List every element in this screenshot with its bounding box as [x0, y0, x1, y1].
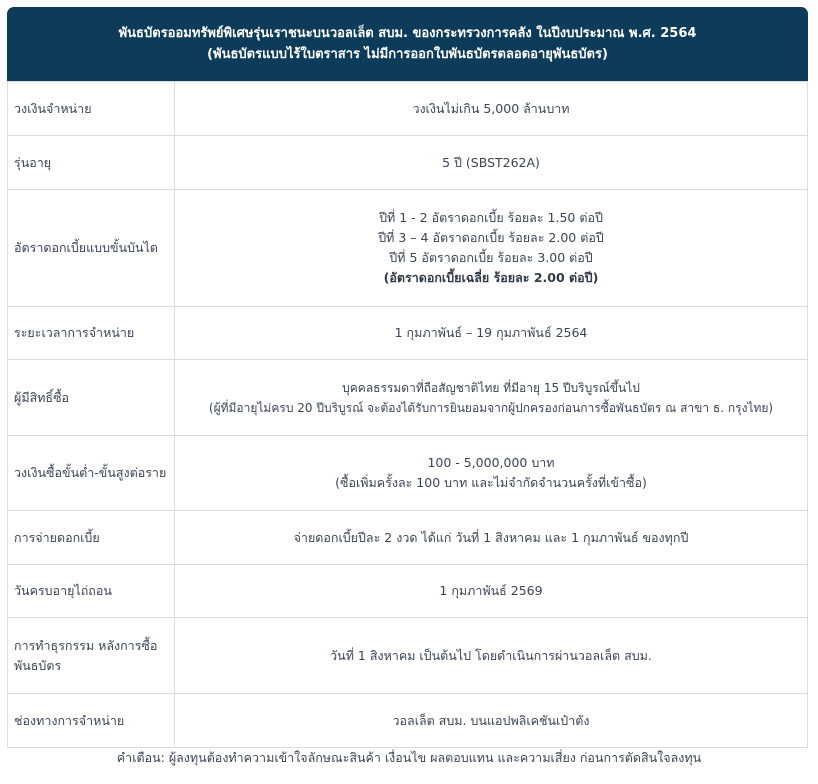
header-title-line-1: พันธบัตรออมทรัพย์พิเศษรุ่นเราชนะบนวอลเล็ต สบม. ของกระทรวงการคลัง ในปีงบประมาณ พ.ศ. 2564 — [118, 26, 697, 41]
table-header — [7, 7, 808, 81]
table-row-purchase-limit — [8, 436, 808, 511]
investment-warning: คำเตือน: ผู้ลงทุนต้องทำความเข้าใจลักษณะสินค้า เงื่อนไข ผลตอบแทน และความเสี่ยง ก่อนการตัดสินใจลงทุน — [116, 750, 702, 765]
value-line: ปีที่ 5 อัตราดอกเบี้ย ร้อยละ 3.00 ต่อปี — [389, 250, 593, 265]
row-label: รุ่นอายุ — [8, 136, 175, 190]
average-rate-line: (อัตราดอกเบี้ยเฉลี่ย ร้อยละ 2.00 ต่อปี) — [383, 270, 599, 285]
row-value — [175, 307, 808, 360]
bond-info-card — [7, 7, 808, 748]
value-line: วอลเล็ต สบม. บนแอปพลิเคชันเป๋าตัง — [392, 712, 590, 728]
row-label: การจ่ายดอกเบี้ย — [8, 511, 175, 565]
header-title-line-2: (พันธบัตรแบบไร้ใบตราสาร ไม่มีการออกใบพันธบัตรตลอดอายุพันธบัตร) — [207, 47, 608, 62]
row-label: การทำธุรกรรม หลังการซื้อพันธบัตร — [8, 618, 175, 694]
table-row-interest-payment — [8, 511, 808, 565]
value-line: วันที่ 1 สิงหาคม เป็นต้นไป โดยดำเนินการผ่านวอลเล็ต สบม. — [330, 647, 652, 663]
row-value — [175, 565, 808, 618]
row-value — [175, 82, 808, 136]
row-value — [175, 694, 808, 748]
table-row-interest-rate — [8, 190, 808, 307]
row-value — [175, 436, 808, 511]
table-row-maturity-date — [8, 565, 808, 618]
row-label: วงเงินซื้อขั้นต่ำ-ขั้นสูงต่อราย — [8, 436, 175, 511]
row-value — [175, 190, 808, 307]
value-line: 100 - 5,000,000 บาท — [427, 455, 555, 470]
value-line: วงเงินไม่เกิน 5,000 ล้านบาท — [412, 100, 570, 116]
row-value — [175, 618, 808, 694]
row-value — [175, 511, 808, 565]
row-label: ระยะเวลาการจำหน่าย — [8, 307, 175, 360]
table-row-eligibility — [8, 360, 808, 436]
value-line: (ซื้อเพิ่มครั้งละ 100 บาท และไม่จำกัดจำนวนครั้งที่เข้าซื้อ) — [335, 475, 647, 490]
value-line: จ่ายดอกเบี้ยปีละ 2 งวด ได้แก่ วันที่ 1 สิงหาคม และ 1 กุมภาพันธ์ ของทุกปี — [293, 529, 689, 545]
value-line: ปีที่ 3 – 4 อัตราดอกเบี้ย ร้อยละ 2.00 ต่อปี — [378, 230, 604, 245]
row-label: อัตราดอกเบี้ยแบบขั้นบันได — [8, 190, 175, 307]
value-line: บุคคลธรรมดาที่ถือสัญชาติไทย ที่มีอายุ 15 ปีบริบูรณ์ขึ้นไป — [342, 380, 640, 395]
row-label: วันครบอายุไถ่ถอน — [8, 565, 175, 618]
bond-details-table — [7, 81, 808, 748]
table-row-sales-channel — [8, 694, 808, 748]
row-label: ช่องทางการจำหน่าย — [8, 694, 175, 748]
table-row-sale-period — [8, 307, 808, 360]
value-line: 1 กุมภาพันธ์ 2569 — [439, 583, 543, 598]
row-value — [175, 360, 808, 436]
table-row-post-purchase-transactions — [8, 618, 808, 694]
row-label: ผู้มีสิทธิ์ซื้อ — [8, 360, 175, 436]
value-line: 1 กุมภาพันธ์ – 19 กุมภาพันธ์ 2564 — [394, 325, 588, 340]
table-row-sale-amount — [8, 82, 808, 136]
row-label: วงเงินจำหน่าย — [8, 82, 175, 136]
value-line: (ผู้ที่มีอายุไม่ครบ 20 ปีบริบูรณ์ จะต้องได้รับการยินยอมจากผู้ปกครองก่อนการซื้อพันธบัตร ณ สาขา ธ. กรุงไทย) — [208, 400, 774, 415]
row-value — [175, 136, 808, 190]
value-line: ปีที่ 1 - 2 อัตราดอกเบี้ย ร้อยละ 1.50 ต่อปี — [379, 210, 603, 225]
table-row-term — [8, 136, 808, 190]
value-line: 5 ปี (SBST262A) — [442, 154, 540, 170]
